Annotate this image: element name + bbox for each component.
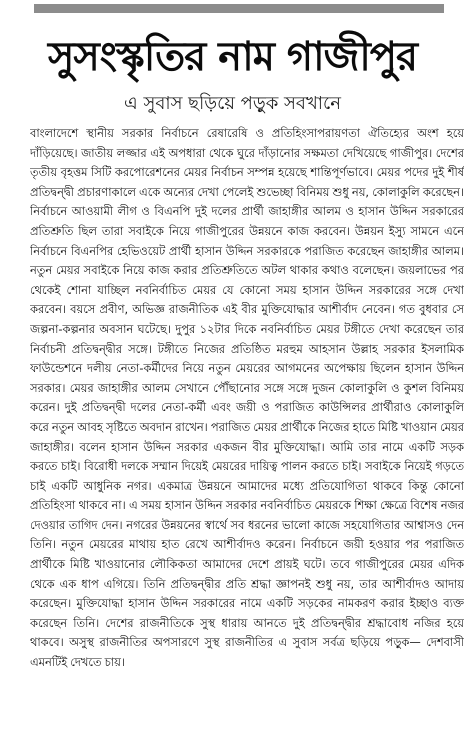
article-headline: সুসংস্কৃতির নাম গাজীপুর (47, 34, 418, 80)
top-rule (34, 4, 444, 13)
article-paragraph: বাংলাদেশে স্থানীয় সরকার নির্বাচনে রেষারেষি ও প্রতিহিংসাপরায়ণতা ঐতিহ্যের অংশ হয়ে দাঁড়িয়েছে। জাতীয় লজ্জার এই অপধারা থেকে ঘুরে দাঁড়ানোর সক্ষমতা দেখিয়েছে গাজীপুর। দেশের তৃতীয় বৃহত্তম সিটি করপোরেশনের মেয়র নির্বাচন সম্পন্ন হয়েছে শান্তিপূর্ণভাবে। মেয়র পদের দুই শীর্ষ প্রতিদ্বন্দ্বী প্রচারণাকালে একে অন্যের দেখা পেলেই শুভেচ্ছা বিনিময় শুধু নয়, কোলাকুলি করেছেন। নির্বাচনে আওয়ামী লীগ ও বিএনপি দুই দলের প্রার্থী জাহাঙ্গীর আলম ও হাসান উদ্দিন সরকারের প্রতিশ্রুতি ছিল তারা সবাইকে নিয়ে গাজীপুরের উন্নয়নে কাজ করবেন। উন্নয়ন ইস্যু সামনে এনে নির্বাচনে বিএনপির হেভিওয়েট প্রার্থী হাসান উদ্দিন সরকারকে পরাজিত করেছেন জাহাঙ্গীর আলম। নতুন মেয়র সবাইকে নিয়ে কাজ করার প্রতিশ্রুতিতে অটল থাকার কথাও বলেছেন। জয়লাভের পর থেকেই শোনা যাচ্ছিল নবনির্বাচিত মেয়র যে কোনো সময় হাসান উদ্দিন সরকারের সঙ্গে দেখা করবেন। বয়সে প্রবীণ, অভিজ্ঞ রাজনীতিক এই বীর মুক্তিযোদ্ধার আশীর্বাদ নেবেন। গত বুধবার সে জল্পনা-কল্পনার অবসান ঘটেছে। দুপুর ১২টার দিকে নবনির্বাচিত মেয়র টঙ্গীতে দেখা করেছেন তার নির্বাচনী প্রতিদ্বন্দ্বীর সঙ্গে। টঙ্গীতে নিজের প্রতিষ্ঠিত মরহুম আহসান উল্লাহ সরকার ইসলামিক ফাউন্ডেশনে দলীয় নেতা-কর্মীদের নিয়ে নতুন মেয়রের আগমনের অপেক্ষায় ছিলেন হাসান উদ্দিন সরকার। মেয়র জাহাঙ্গীর আলম সেখানে পৌঁছানোর সঙ্গে সঙ্গে দুজন কোলাকুলি ও কুশল বিনিময় করেন। দুই প্রতিদ্বন্দ্বী দলের নেতা-কর্মী এবং জয়ী ও পরাজিত কাউন্সিলর প্রার্থীরাও কোলাকুলি করে নতুন আবহ সৃষ্টিতে অবদান রাখেন। পরাজিত মেয়র প্রার্থীকে নিজের হাতে মিষ্টি খাওয়ান মেয়র জাহাঙ্গীর। বলেন হাসান উদ্দিন সরকার একজন বীর মুক্তিযোদ্ধা। আমি তার নামে একটি সড়ক করতে চাই। বিরোধী দলকে সম্মান দিয়েই মেয়রের দায়িত্ব পালন করতে চাই। সবাইকে নিয়েই গড়তে চাই একটি আধুনিক নগর। একমাত্র উন্নয়নে আমাদের মধ্যে প্রতিযোগিতা থাকবে কিন্তু কোনো প্রতিহিংসা থাকবে না। এ সময় হাসান উদ্দিন সরকার নবনির্বাচিত মেয়রকে শিক্ষা ক্ষেত্রে বিশেষ নজর দেওয়ার তাগিদ দেন। নগরের উন্নয়নের স্বার্থে সব ধরনের ভালো কাজে সহযোগিতার আশ্বাসও দেন তিনি। নতুন মেয়রের মাথায় হাত রেখে আশীর্বাদও করেন। নির্বাচনে জয়ী হওয়ার পর পরাজিত প্রার্থীকে মিষ্টি খাওয়ানোর লৌকিকতা আমাদের দেশে প্রায়ই ঘটে। তবে গাজীপুরের মেয়র এদিক থেকে এক ধাপ এগিয়ে। তিনি প্রতিদ্বন্দ্বীর প্রতি শ্রদ্ধা জ্ঞাপনই শুধু নয়, তার আশীর্বাদও আদায় করেছেন। মুক্তিযোদ্ধা হাসান উদ্দিন সরকারের নামে একটি সড়কের নামকরণ করার ইচ্ছাও ব্যক্ত করেছেন তিনি। দেশের রাজনীতিকে সুস্থ ধারায় আনতে দুই প্রতিদ্বন্দ্বীর শ্রদ্ধাবোধ নজির হয়ে থাকবে। অসুস্থ রাজনীতির অপসারণে সুস্থ রাজনীতির এ সুবাস সর্বত্র ছড়িয়ে পড়ুক— দেশবাসী এমনটিই দেখতে চায়। (30, 126, 464, 670)
article-body (30, 124, 464, 754)
article-subheadline: এ সুবাস ছড়িয়ে পড়ুক সবখানে (124, 93, 341, 114)
